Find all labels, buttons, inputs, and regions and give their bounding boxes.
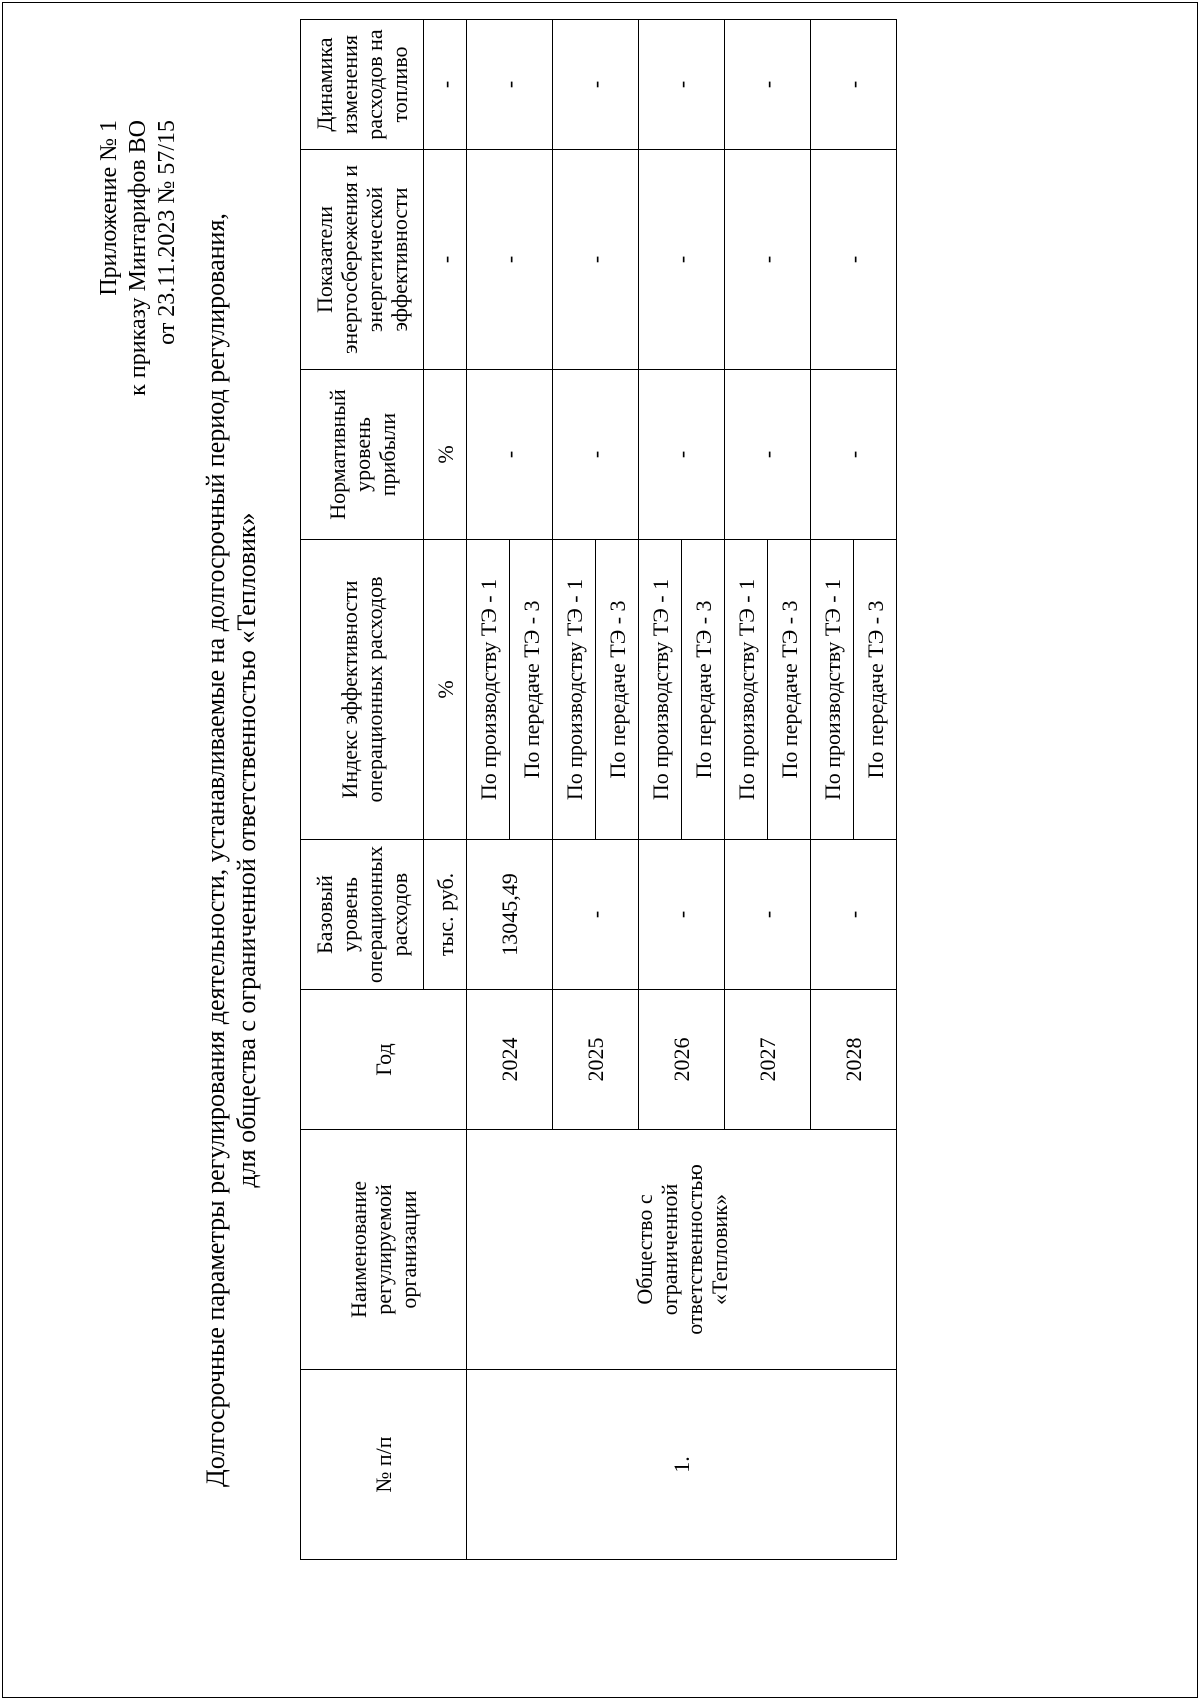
energy-cell: -	[467, 149, 553, 369]
energy-cell: -	[725, 149, 811, 369]
year-cell: 2025	[553, 990, 639, 1130]
base-level-cell: -	[553, 840, 639, 990]
index-production-cell: По производству ТЭ - 1	[725, 539, 768, 839]
unit-base: тыс. руб.	[424, 840, 467, 990]
year-cell: 2026	[639, 990, 725, 1130]
fuel-cell: -	[639, 19, 725, 149]
index-production-cell: По производству ТЭ - 1	[639, 539, 682, 839]
energy-cell: -	[553, 149, 639, 369]
header-num: № п/п	[301, 1370, 467, 1560]
appendix-line-1: Приложение № 1	[96, 120, 122, 296]
header-fuel: Динамика изменения расходов на топливо	[301, 19, 424, 149]
document-title	[200, 120, 262, 1580]
index-production-cell: По производству ТЭ - 1	[811, 539, 854, 839]
base-level-cell: -	[811, 840, 897, 990]
index-transfer-cell: По передаче ТЭ - 3	[596, 539, 639, 839]
energy-cell: -	[811, 149, 897, 369]
index-transfer-cell: По передаче ТЭ - 3	[510, 539, 553, 839]
energy-cell: -	[639, 149, 725, 369]
year-cell: 2024	[467, 990, 553, 1130]
document-sheet	[40, 29, 1160, 1650]
table-row	[467, 19, 510, 1559]
index-production-cell: По производству ТЭ - 1	[553, 539, 596, 839]
unit-profit: %	[424, 369, 467, 539]
header-row	[301, 19, 424, 1559]
unit-fuel: -	[424, 19, 467, 149]
base-level-cell: -	[639, 840, 725, 990]
year-cell: 2028	[811, 990, 897, 1130]
header-index: Индекс эффективности операционных расходов	[301, 539, 424, 839]
fuel-cell: -	[553, 19, 639, 149]
index-transfer-cell: По передаче ТЭ - 3	[768, 539, 811, 839]
profit-cell: -	[725, 369, 811, 539]
appendix-line-3: от 23.11.2023 № 57/15	[154, 120, 180, 345]
base-level-cell: -	[725, 840, 811, 990]
profit-cell: -	[467, 369, 553, 539]
index-production-cell: По производству ТЭ - 1	[467, 539, 510, 839]
fuel-cell: -	[725, 19, 811, 149]
unit-index: %	[424, 539, 467, 839]
index-transfer-cell: По передаче ТЭ - 3	[682, 539, 725, 839]
profit-cell: -	[811, 369, 897, 539]
index-transfer-cell: По передаче ТЭ - 3	[854, 539, 897, 839]
header-base: Базовый уровень операционных расходов	[301, 840, 424, 990]
row-number: 1.	[467, 1370, 897, 1560]
parameters-table	[300, 19, 897, 1560]
organization-name: Общество с ограниченной ответственностью «Тепловик»	[467, 1130, 897, 1370]
appendix-note	[95, 120, 182, 396]
title-line-1: Долгосрочные параметры регулирования деятельности, устанавливаемые на долгосрочный период регулирования,	[201, 213, 230, 1487]
header-org: Наименование регулируемой организации	[301, 1130, 467, 1370]
fuel-cell: -	[811, 19, 897, 149]
year-cell: 2027	[725, 990, 811, 1130]
profit-cell: -	[553, 369, 639, 539]
fuel-cell: -	[467, 19, 553, 149]
header-year: Год	[301, 990, 467, 1130]
unit-energy: -	[424, 149, 467, 369]
title-line-2: для общества с ограниченной ответственностью «Тепловик»	[232, 512, 261, 1188]
header-profit: Нормативный уровень прибыли	[301, 369, 424, 539]
profit-cell: -	[639, 369, 725, 539]
header-energy: Показатели энергосбережения и энергетической эффективности	[301, 149, 424, 369]
base-level-cell: 13045,49	[467, 840, 553, 990]
appendix-line-2: к приказу Минтарифов ВО	[125, 120, 151, 396]
